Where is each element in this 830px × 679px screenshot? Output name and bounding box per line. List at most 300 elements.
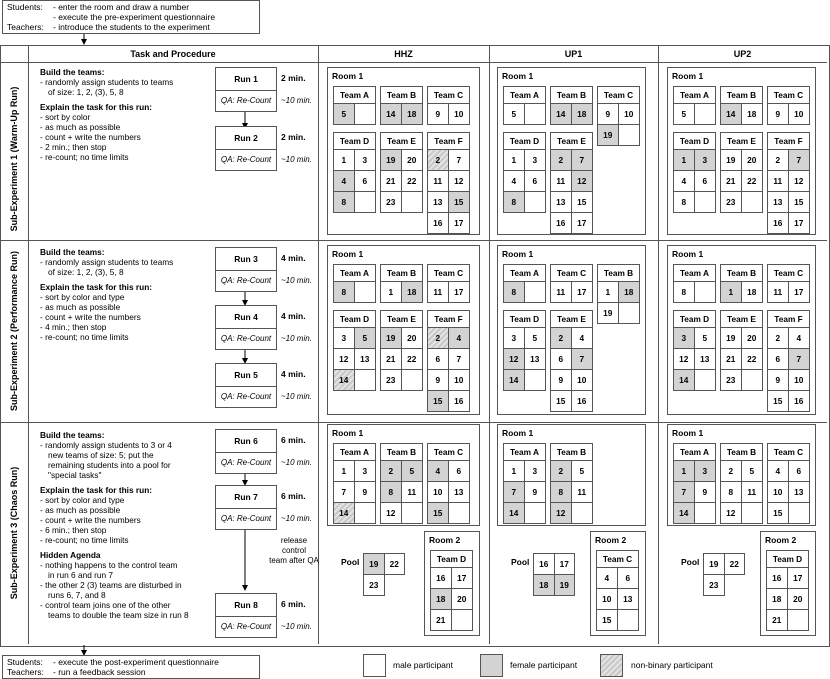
participant-cell: 9: [768, 370, 789, 391]
room-label: Room 1: [332, 428, 364, 438]
participant-cell: [355, 503, 376, 523]
col-head-task: Task and Procedure: [130, 49, 216, 59]
team-box: [766, 550, 809, 631]
team-name: Team B: [598, 265, 639, 282]
participant-cell: 11: [768, 171, 789, 192]
team-box: [427, 264, 470, 303]
explain-line: - sort by color: [40, 112, 91, 122]
participant-cell: 8: [551, 482, 572, 503]
participant-cell: 5: [402, 461, 423, 482]
participant-cell: 7: [572, 150, 593, 171]
participant-cell: 15: [789, 192, 810, 213]
room-label: Room 1: [672, 71, 704, 81]
team-name: Team A: [504, 444, 545, 461]
room-label: Room 2: [595, 535, 627, 545]
participant-cell: 12: [381, 503, 402, 523]
participant-cell: 11: [551, 171, 572, 192]
participant-cell: 1: [334, 461, 355, 482]
participant-cell: 12: [551, 503, 572, 523]
participant-cell: 13: [551, 192, 572, 213]
team-box: [720, 264, 763, 303]
run-box: [215, 126, 277, 171]
participant-cell: 5: [742, 461, 763, 482]
participant-cell: 12: [449, 171, 470, 192]
hidden-line: - nothing happens to the control team: [40, 560, 178, 570]
team-name: Team A: [674, 87, 715, 104]
participant-cell: 14: [381, 104, 402, 124]
participant-cell: [402, 503, 423, 523]
participant-cell: 18: [767, 589, 788, 610]
participant-cell: 11: [572, 482, 593, 503]
team-box: [597, 264, 640, 324]
run-duration: 6 min.: [281, 435, 306, 445]
pool-label: Pool: [511, 557, 530, 567]
step: - enter the room and draw a number: [53, 2, 190, 12]
participant-cell: 21: [431, 610, 452, 630]
participant-cell: 17: [794, 287, 804, 297]
team-name: Team C: [598, 87, 639, 104]
participant-cell: 11: [428, 282, 449, 302]
participant-cell: [788, 610, 809, 630]
build-line: "special tasks": [48, 470, 102, 480]
participant-cell: 17: [454, 218, 464, 228]
participant-cell: 3: [695, 461, 716, 482]
explain-line: - as much as possible: [40, 505, 121, 515]
participant-cell: 1: [381, 282, 402, 302]
run-name: Run 2: [216, 127, 276, 150]
team-box: [503, 310, 546, 391]
team-name: Team B: [381, 444, 422, 461]
participant-cell: [525, 370, 546, 390]
participant-cell: 16: [768, 213, 789, 233]
qa-duration: ~10 min.: [281, 96, 312, 105]
run-name: Run 7: [216, 486, 276, 509]
legend-female-label: female participant: [510, 660, 578, 670]
team-box: [673, 86, 716, 125]
team-name: Team E: [551, 311, 592, 328]
team-box: [550, 310, 593, 412]
team-name: Team B: [721, 444, 762, 461]
run-duration: 6 min.: [281, 491, 306, 501]
run-name: Run 3: [216, 248, 276, 271]
room-1: [327, 67, 480, 235]
participant-cell: 8: [504, 282, 525, 302]
participant-cell: 13: [355, 349, 376, 370]
hidden-title: Hidden Agenda: [40, 550, 101, 560]
participant-cell: 12: [789, 171, 810, 192]
run-box: [215, 485, 277, 530]
col-head-up1: UP1: [564, 49, 583, 59]
build-title: Build the teams:: [40, 67, 105, 77]
run-qa: QA: Re-Count: [220, 622, 272, 631]
legend: [360, 654, 830, 679]
explain-line: - re-count; no time limits: [40, 152, 129, 162]
step: - execute the pre-experiment questionnaire: [53, 12, 216, 22]
participant-cell: 8: [334, 282, 355, 302]
participant-cell: 8: [674, 282, 695, 302]
team-name: Team B: [381, 87, 422, 104]
team-box: [767, 86, 810, 125]
participant-cell: 20: [402, 150, 423, 171]
participant-cell: 16: [767, 568, 788, 589]
participant-cell: 2: [551, 328, 572, 349]
participant-cell: 6: [789, 461, 810, 482]
team-name: Team E: [381, 133, 422, 150]
participant-cell: 10: [454, 109, 464, 119]
run-duration: 4 min.: [281, 311, 306, 321]
participant-cell: 6: [618, 568, 639, 589]
participant-cell: 20: [452, 589, 473, 610]
team-box: [767, 443, 810, 524]
participant-cell: 16: [794, 396, 804, 406]
team-box: [673, 132, 716, 213]
room-label: Room 1: [502, 249, 534, 259]
participant-cell: 21: [767, 610, 788, 630]
run-qa: QA: Re-Count: [220, 458, 272, 467]
qa-duration: ~10 min.: [281, 514, 312, 523]
participant-cell: 2: [428, 150, 449, 171]
participant-cell: [789, 503, 810, 523]
run-box: [215, 593, 277, 638]
participant-cell: 3: [334, 328, 355, 349]
participant-cell: 12: [721, 503, 742, 523]
release-line: team after QA: [269, 556, 319, 565]
participant-cell: 1: [674, 461, 695, 482]
participant-cell: 18: [747, 287, 757, 297]
team-box: [673, 264, 716, 303]
team-box: [720, 443, 763, 524]
team-name: Team D: [334, 311, 375, 328]
participant-cell: 2: [768, 150, 789, 171]
team-name: Team E: [721, 311, 762, 328]
build-line: of size: 1, 2, (3), 5, 8: [48, 267, 124, 277]
room-1: [497, 67, 646, 235]
team-name: Team F: [768, 133, 809, 150]
participant-cell: 23: [721, 192, 742, 212]
room-label: Room 1: [672, 249, 704, 259]
participant-cell: 21: [721, 171, 742, 192]
team-name: Team C: [551, 265, 592, 282]
participant-cell: 6: [525, 171, 546, 192]
participant-cell: [619, 125, 640, 145]
participant-cell: [695, 370, 716, 390]
build-line: - randomly assign students to 3 or 4: [40, 440, 172, 450]
participant-cell: 1: [504, 150, 525, 171]
participant-cell: 23: [381, 370, 402, 390]
team-name: Team C: [428, 265, 469, 282]
participant-cell: 9: [695, 482, 716, 503]
team-box: [333, 132, 376, 213]
participant-cell: 22: [742, 171, 763, 192]
participant-cell: 11: [768, 282, 789, 302]
participant-cell: [695, 282, 716, 302]
team-name: Team C: [768, 265, 809, 282]
room-2: [590, 531, 646, 636]
participant-cell: 22: [402, 349, 423, 370]
participant-cell: 7: [572, 349, 593, 370]
participant-cell: 10: [789, 370, 810, 391]
participant-cell: 15: [768, 503, 789, 523]
team-name: Team E: [381, 311, 422, 328]
run-box: [215, 67, 277, 112]
team-name: Team B: [721, 265, 762, 282]
participant-cell: [402, 370, 423, 390]
run-name: Run 6: [216, 430, 276, 453]
participant-cell: 5: [674, 104, 695, 124]
run-box: [215, 305, 277, 350]
participant-cell: 7: [449, 150, 470, 171]
participant-cell: 14: [334, 370, 355, 390]
participant-cell: 6: [449, 461, 470, 482]
participant-cell: 5: [504, 104, 525, 124]
team-box: [767, 132, 810, 234]
participant-cell: 6: [551, 349, 572, 370]
participant-cell: 11: [551, 282, 572, 302]
participant-cell: 9: [768, 104, 789, 124]
step: - introduce the students to the experiment: [53, 22, 210, 32]
explain-line: - count + write the numbers: [40, 515, 141, 525]
run-qa: QA: Re-Count: [220, 96, 272, 105]
participant-cell: 5: [695, 328, 716, 349]
team-name: Team A: [674, 265, 715, 282]
team-box: [597, 86, 640, 146]
team-name: Team B: [551, 444, 592, 461]
team-box: [333, 86, 376, 125]
participant-cell: 10: [794, 109, 804, 119]
team-box: [550, 132, 593, 234]
hidden-line: - control team joins one of the other: [40, 600, 171, 610]
run-qa: QA: Re-Count: [220, 392, 272, 401]
col-head-hhz: HHZ: [394, 49, 413, 59]
participant-cell: 7: [449, 349, 470, 370]
participant-cell: 8: [334, 192, 355, 212]
participant-cell: 15: [551, 391, 572, 411]
participant-cell: 21: [381, 171, 402, 192]
participant-cell: 17: [452, 568, 473, 589]
qa-duration: ~10 min.: [281, 622, 312, 631]
col-head-up2: UP2: [733, 49, 752, 59]
participant-cell: 18: [402, 104, 423, 124]
team-box: [333, 310, 376, 391]
participant-cell: 11: [428, 171, 449, 192]
participant-cell: 22: [724, 553, 746, 575]
hidden-line: teams to double the team size in run 8: [48, 610, 189, 620]
team-name: Team B: [381, 265, 422, 282]
participant-cell: [525, 282, 546, 302]
run-qa: QA: Re-Count: [220, 334, 272, 343]
participant-cell: 10: [597, 589, 618, 610]
build-line: new teams of size: 5; put the: [48, 450, 154, 460]
team-name: Team B: [551, 87, 592, 104]
team-box: [333, 443, 376, 524]
run-name: Run 8: [216, 594, 276, 617]
participant-cell: 16: [551, 213, 572, 233]
team-name: Team A: [674, 444, 715, 461]
run-qa: QA: Re-Count: [220, 276, 272, 285]
participant-cell: 19: [721, 328, 742, 349]
participant-cell: 19: [554, 574, 576, 596]
participant-cell: [742, 503, 763, 523]
participant-cell: 17: [577, 218, 587, 228]
room-1: [497, 424, 646, 526]
participant-cell: 19: [703, 553, 725, 575]
explain-line: - as much as possible: [40, 302, 121, 312]
participant-cell: 22: [384, 553, 406, 575]
participant-cell: [355, 282, 376, 302]
team-box: [380, 310, 423, 391]
run-duration: 2 min.: [281, 73, 306, 83]
participant-cell: 4: [597, 568, 618, 589]
run-duration: 4 min.: [281, 369, 306, 379]
participant-cell: 6: [428, 349, 449, 370]
participant-cell: 18: [747, 109, 757, 119]
participant-cell: 13: [449, 482, 470, 503]
participant-cell: 13: [428, 192, 449, 213]
qa-duration: ~10 min.: [281, 392, 312, 401]
participant-cell: 16: [431, 568, 452, 589]
team-box: [503, 86, 546, 125]
participant-cell: 7: [789, 150, 810, 171]
participant-cell: 7: [504, 482, 525, 503]
team-name: Team A: [334, 265, 375, 282]
participant-cell: 4: [674, 171, 695, 192]
participant-cell: [355, 192, 376, 212]
room-1: [327, 245, 480, 415]
qa-duration: ~10 min.: [281, 458, 312, 467]
participant-cell: 5: [334, 104, 355, 124]
team-box: [430, 550, 473, 631]
who: Students:: [7, 657, 43, 667]
participant-cell: 20: [742, 328, 763, 349]
participant-cell: 19: [381, 150, 402, 171]
team-box: [380, 443, 423, 524]
participant-cell: [695, 503, 716, 523]
team-name: Team F: [428, 311, 469, 328]
participant-cell: 17: [577, 287, 587, 297]
participant-cell: [618, 610, 639, 630]
participant-cell: 14: [504, 370, 525, 390]
participant-cell: [402, 192, 423, 212]
participant-cell: 5: [355, 328, 376, 349]
who: Teachers:: [7, 22, 44, 32]
team-name: Team D: [504, 133, 545, 150]
participant-cell: 12: [334, 349, 355, 370]
participant-cell: 11: [402, 482, 423, 503]
explain-title: Explain the task for this run:: [40, 485, 153, 495]
participant-cell: 14: [334, 503, 355, 523]
team-box: [333, 264, 376, 303]
team-name: Team F: [428, 133, 469, 150]
participant-cell: 19: [363, 553, 385, 575]
run-qa: QA: Re-Count: [220, 155, 272, 164]
participant-cell: 13: [695, 349, 716, 370]
participant-cell: 4: [504, 171, 525, 192]
hidden-line: - the other 2 (3) teams are disturbed in: [40, 580, 182, 590]
run-name: Run 5: [216, 364, 276, 387]
team-box: [596, 550, 639, 631]
team-box: [550, 86, 593, 125]
hidden-line: in run 6 and run 7: [48, 570, 114, 580]
hidden-line: runs 6, 7, and 8: [48, 590, 106, 600]
team-box: [427, 132, 470, 234]
pool-box: [364, 554, 405, 596]
team-box: [767, 310, 810, 412]
team-box: [427, 86, 470, 125]
team-box: [673, 443, 716, 524]
team-name: Team C: [768, 444, 809, 461]
run-box: [215, 247, 277, 292]
team-name: Team C: [428, 87, 469, 104]
participant-cell: 3: [674, 328, 695, 349]
participant-cell: 5: [572, 461, 593, 482]
build-title: Build the teams:: [40, 430, 105, 440]
participant-cell: 7: [789, 349, 810, 370]
participant-cell: 3: [355, 150, 376, 171]
explain-line: - count + write the numbers: [40, 312, 141, 322]
participant-cell: 1: [598, 282, 619, 303]
room-2: [424, 531, 480, 636]
build-line: - randomly assign students to teams: [40, 257, 174, 267]
team-box: [503, 132, 546, 213]
participant-cell: 14: [674, 503, 695, 523]
participant-cell: 14: [551, 104, 572, 124]
build-line: remaining students into a pool for: [48, 460, 171, 470]
explain-line: - re-count; no time limits: [40, 332, 129, 342]
participant-cell: 19: [598, 125, 619, 145]
explain-line: - count + write the numbers: [40, 132, 141, 142]
explain-title: Explain the task for this run:: [40, 282, 153, 292]
participant-cell: 3: [504, 328, 525, 349]
participant-cell: 15: [428, 391, 449, 411]
team-name: Team C: [768, 87, 809, 104]
legend-male-label: male participant: [393, 660, 454, 670]
participant-cell: 9: [355, 482, 376, 503]
who: Teachers:: [7, 667, 44, 677]
participant-cell: 3: [525, 461, 546, 482]
participant-cell: 4: [334, 171, 355, 192]
room-label: Room 1: [332, 71, 364, 81]
participant-cell: 2: [381, 461, 402, 482]
step: - run a feedback session: [53, 667, 146, 677]
row-label-exp3: Sub-Experiment 3 (Chaos Run): [9, 466, 19, 600]
participant-cell: 13: [789, 482, 810, 503]
participant-cell: 10: [572, 370, 593, 391]
team-box: [720, 310, 763, 391]
participant-cell: [695, 192, 716, 212]
explain-line: - 6 min.; then stop: [40, 525, 107, 535]
run-duration: 6 min.: [281, 599, 306, 609]
participant-cell: 15: [768, 391, 789, 411]
participant-cell: 18: [619, 282, 640, 303]
participant-cell: 20: [402, 328, 423, 349]
run-duration: 4 min.: [281, 253, 306, 263]
participant-cell: 5: [525, 328, 546, 349]
room-label: Room 2: [429, 535, 461, 545]
participant-cell: 1: [334, 150, 355, 171]
qa-duration: ~10 min.: [281, 334, 312, 343]
participant-cell: 12: [572, 171, 593, 192]
team-name: Team B: [721, 87, 762, 104]
participant-cell: 20: [742, 150, 763, 171]
participant-cell: 9: [525, 482, 546, 503]
participant-cell: 23: [703, 574, 725, 596]
participant-cell: 15: [572, 192, 593, 213]
participant-cell: 2: [768, 328, 789, 349]
participant-cell: 16: [577, 396, 587, 406]
team-name: Team D: [334, 133, 375, 150]
run-qa: QA: Re-Count: [220, 514, 272, 523]
team-box: [427, 310, 470, 412]
